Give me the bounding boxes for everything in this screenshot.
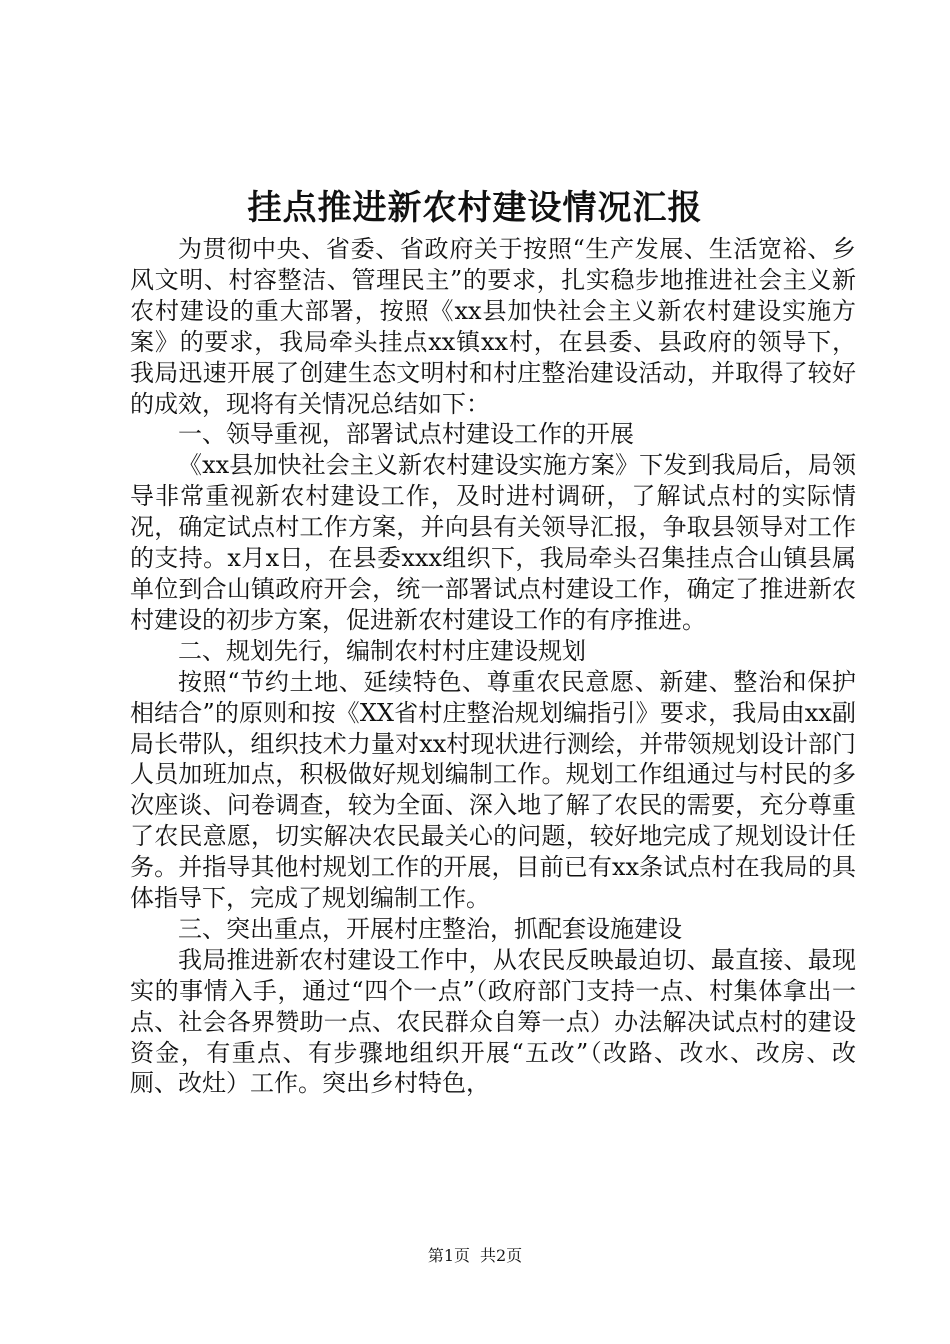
section-heading-3: 三、突出重点，开展村庄整治，抓配套设施建设 (178, 914, 682, 943)
section-heading-2: 二、规划先行，编制农村村庄建设规划 (178, 636, 586, 665)
page-number: 第1页 (427, 1246, 470, 1265)
page-total: 共2页 (480, 1246, 523, 1265)
section-heading-1: 一、领导重视，部署试点村建设工作的开展 (178, 420, 634, 449)
section-1-paragraph: 《xx县加快社会主义新农村建设实施方案》下发到我局后，局领导非常重视新农村建设工作，及时进村调研，了解试点村的实际情况，确定试点村工作方案，并向县有关领导汇报，争取县领导对工作的支持。x月x日，在县委xxx组织下，我局牵头召集挂点合山镇县属单位到合山镇政府开会，统一部署试点村建设工作，确定了推进新农村建设的初步方案，促进新农村建设工作的有序推进。 (130, 451, 856, 634)
document-body (130, 234, 856, 1099)
document-title: 挂点推进新农村建设情况汇报 (247, 188, 703, 228)
section-2-paragraph: 按照“节约土地、延续特色、尊重农民意愿、新建、整治和保护相结合”的原则和按《XX省村庄整治规划编指引》要求，我局由xx副局长带队，组织技术力量对xx村现状进行测绘，并带领规划设计部门人员加班加点，积极做好规划编制工作。规划工作组通过与村民的多次座谈、问卷调查，较为全面、深入地了解了农民的需要，充分尊重了农民意愿，切实解决农民最关心的问题，较好地完成了规划设计任务。并指导其他村规划工作的开展，目前已有xx条试点村在我局的具体指导下，完成了规划编制工作。 (130, 667, 856, 913)
page-footer (0, 1244, 950, 1268)
section-3-paragraph: 我局推进新农村建设工作中，从农民反映最迫切、最直接、最现实的事情入手，通过“四个一点”（政府部门支持一点、村集体拿出一点、社会各界赞助一点、农民群众自筹一点）办法解决试点村的建设资金，有重点、有步骤地组织开展“五改”（改路、改水、改房、改厕、改灶）工作。突出乡村特色， (130, 945, 856, 1098)
intro-paragraph: 为贯彻中央、省委、省政府关于按照“生产发展、生活宽裕、乡风文明、村容整洁、管理民主”的要求，扎实稳步地推进社会主义新农村建设的重大部署，按照《xx县加快社会主义新农村建设实施方案》的要求，我局牵头挂点xx镇xx村，在县委、县政府的领导下，我局迅速开展了创建生态文明村和村庄整治建设活动，并取得了较好的成效，现将有关情况总结如下： (130, 235, 856, 418)
